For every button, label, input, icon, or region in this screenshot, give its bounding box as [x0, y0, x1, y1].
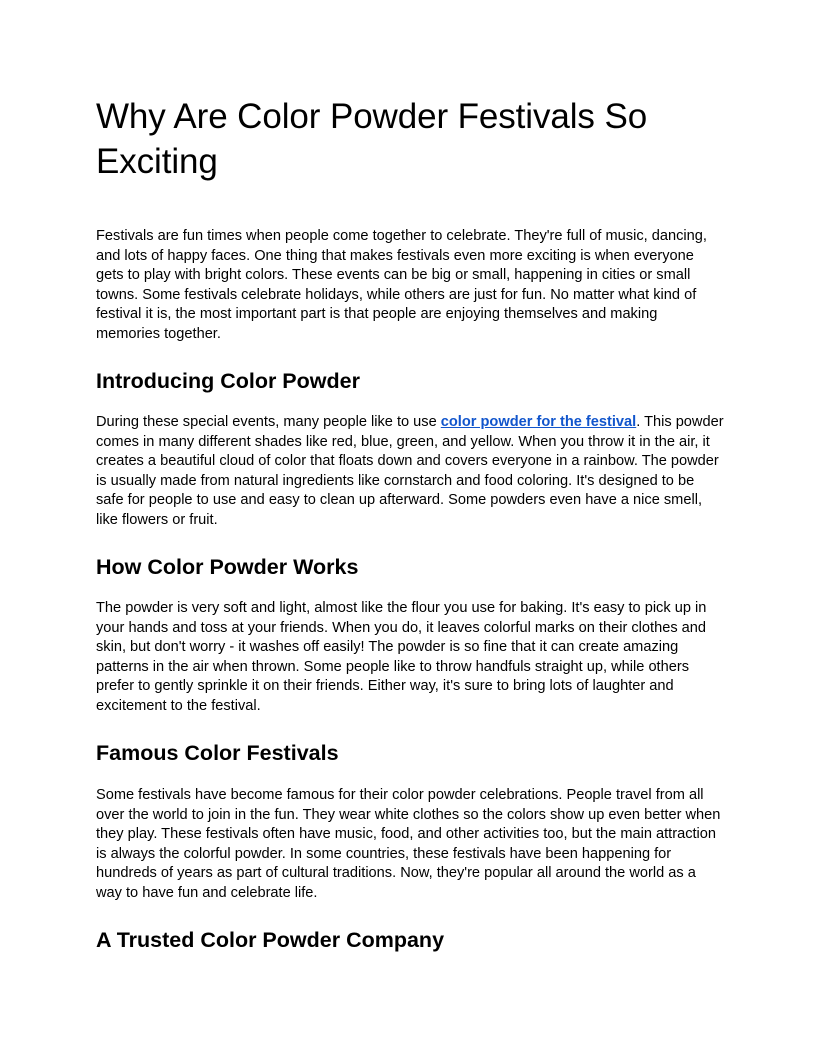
paragraph-text: . This powder comes in many different shades like red, blue, green, and yellow. When you throw it in the air, it creates a beautiful cloud of color that floats down and covers everyone in a rainbow. The powder is usually made from natural ingredients like cornstarch and food coloring. It's designed to be safe for people to use and easy to clean up afterward. Some powders even have a nice smell, like flowers or fruit.: [96, 414, 724, 528]
section-paragraph-how-it-works: The powder is very soft and light, almost like the flour you use for baking. It's easy to pick up in your hands and toss at your friends. When you do, it leaves colorful marks on their clothes and skin, but don't worry - it washes off easily! The powder is so fine that it can create amazing patterns in the air when thrown. Some people like to throw handfuls straight up, while others prefer to gently sprinkle it on their friends. Either way, it's sure to bring lots of laughter and excitement to the festival.: [96, 600, 707, 714]
intro-paragraph: Festivals are fun times when people come together to celebrate. They're full of music, dancing, and lots of happy faces. One thing that makes festivals even more exciting is when everyone gets to play with bright colors. These events can be big or small, happening in cities or small towns. Some festivals celebrate holidays, while others are just for fun. No matter what kind of festival it is, the most important part is that people are enjoying themselves and making memories together.: [96, 228, 707, 342]
section-paragraph-famous-festivals: Some festivals have become famous for their color powder celebrations. People travel from all over the world to join in the fun. They wear white clothes so the colors show up even better when they play. These festivals often have music, food, and other activities too, but the main attraction is always the colorful powder. In some countries, these festivals have been happening for hundreds of years as part of cultural traditions. Now, they're popular all around the world as a way to have fun and celebrate life.: [96, 787, 721, 901]
color-powder-link[interactable]: color powder for the festival: [440, 414, 637, 430]
section-paragraph-introducing: [96, 413, 724, 530]
section-heading-how-it-works: How Color Powder Works: [96, 555, 359, 579]
section-heading-famous-festivals: Famous Color Festivals: [96, 741, 339, 765]
section-heading-trusted-company: A Trusted Color Powder Company: [96, 928, 445, 952]
paragraph-text: During these special events, many people like to use: [96, 414, 441, 430]
page-title: Why Are Color Powder Festivals So Exciting: [96, 97, 648, 181]
section-heading-introducing: Introducing Color Powder: [96, 369, 360, 393]
